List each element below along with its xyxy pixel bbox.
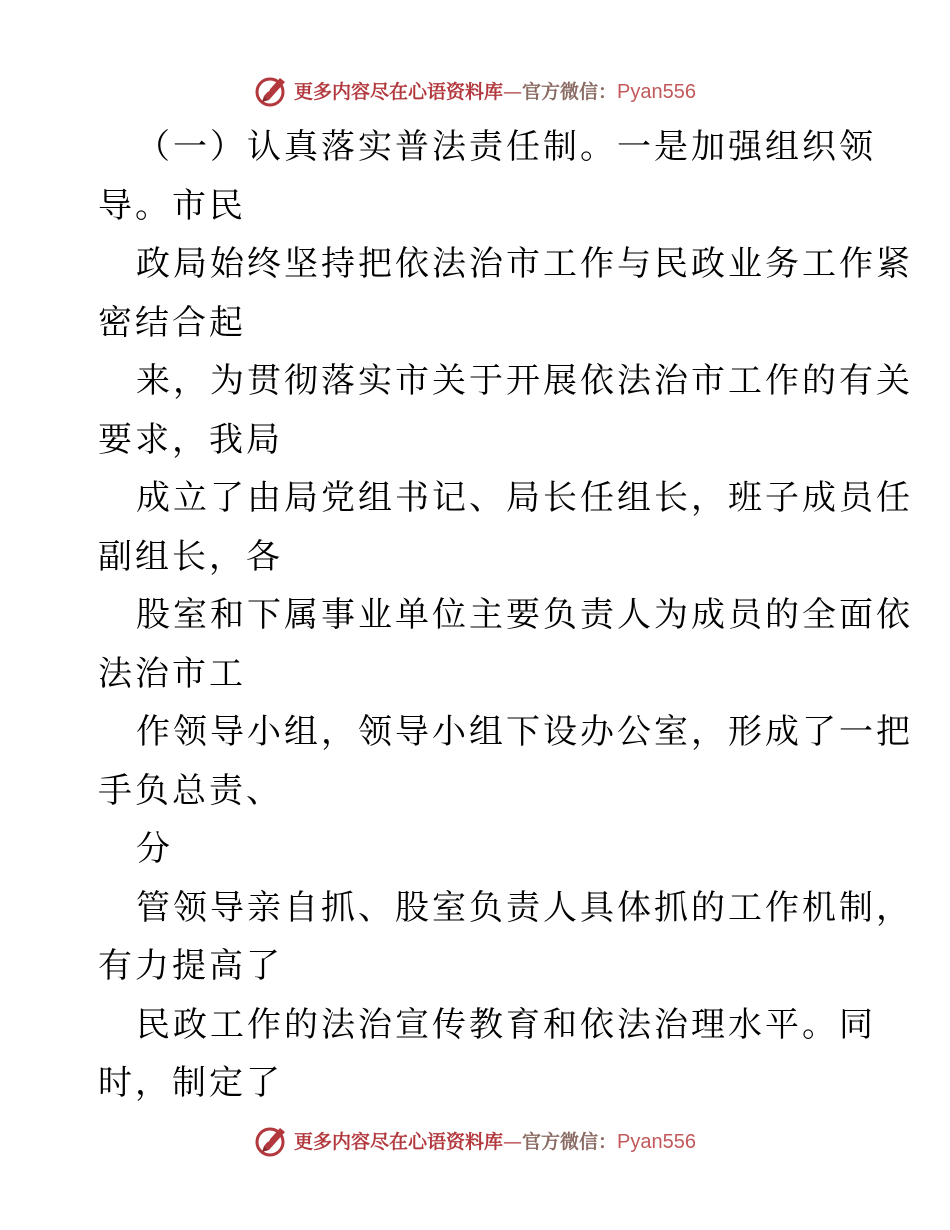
banner-handle: Pyan556 — [617, 1130, 696, 1153]
banner-handle: Pyan556 — [617, 80, 696, 103]
banner-official-label: 官方微信： — [522, 80, 618, 103]
text-line: 密结合起 — [98, 302, 246, 343]
footer-banner — [0, 1118, 950, 1162]
banner-dash: — — [503, 1130, 523, 1153]
text-line: 导。市民 — [98, 185, 246, 226]
pen-logo-icon — [254, 72, 290, 108]
banner-dash: — — [503, 80, 523, 103]
text-line: 股室和下属事业单位主要负责人为成员的全面依 — [136, 595, 913, 635]
banner-site-text: 更多内容尽在心语资料库 — [294, 80, 504, 103]
text-line: （一）认真落实普法责任制。一是加强组织领 — [136, 127, 876, 167]
text-line: 分 — [136, 829, 173, 869]
document-body — [98, 118, 913, 1113]
text-line: 民政工作的法治宣传教育和依法治理水平。同 — [136, 1004, 876, 1045]
banner-official-label: 官方微信： — [522, 1130, 618, 1153]
text-line: 作领导小组，领导小组下设办公室，形成了一把 — [136, 712, 913, 752]
text-line: 政局始终坚持把依法治市工作与民政业务工作紧 — [136, 244, 913, 284]
text-line: 时，制定了 — [98, 1063, 283, 1103]
banner-text — [294, 1127, 696, 1154]
text-line: 法治市工 — [98, 653, 246, 694]
text-line: 来，为贯彻落实市关于开展依法治市工作的有关 — [136, 361, 913, 401]
text-line: 管领导亲自抓、股室负责人具体抓的工作机制， — [136, 887, 913, 928]
header-banner — [0, 68, 950, 112]
text-line: 有力提高了 — [98, 946, 283, 986]
text-line: 要求，我局 — [98, 419, 283, 460]
banner-text — [294, 77, 696, 104]
text-line: 手负总责、 — [98, 770, 283, 811]
text-line: 成立了由局党组书记、局长任组长，班子成员任 — [136, 478, 913, 518]
banner-site-text: 更多内容尽在心语资料库 — [294, 1130, 504, 1153]
text-line: 副组长，各 — [98, 536, 283, 577]
pen-logo-icon — [254, 1122, 290, 1158]
